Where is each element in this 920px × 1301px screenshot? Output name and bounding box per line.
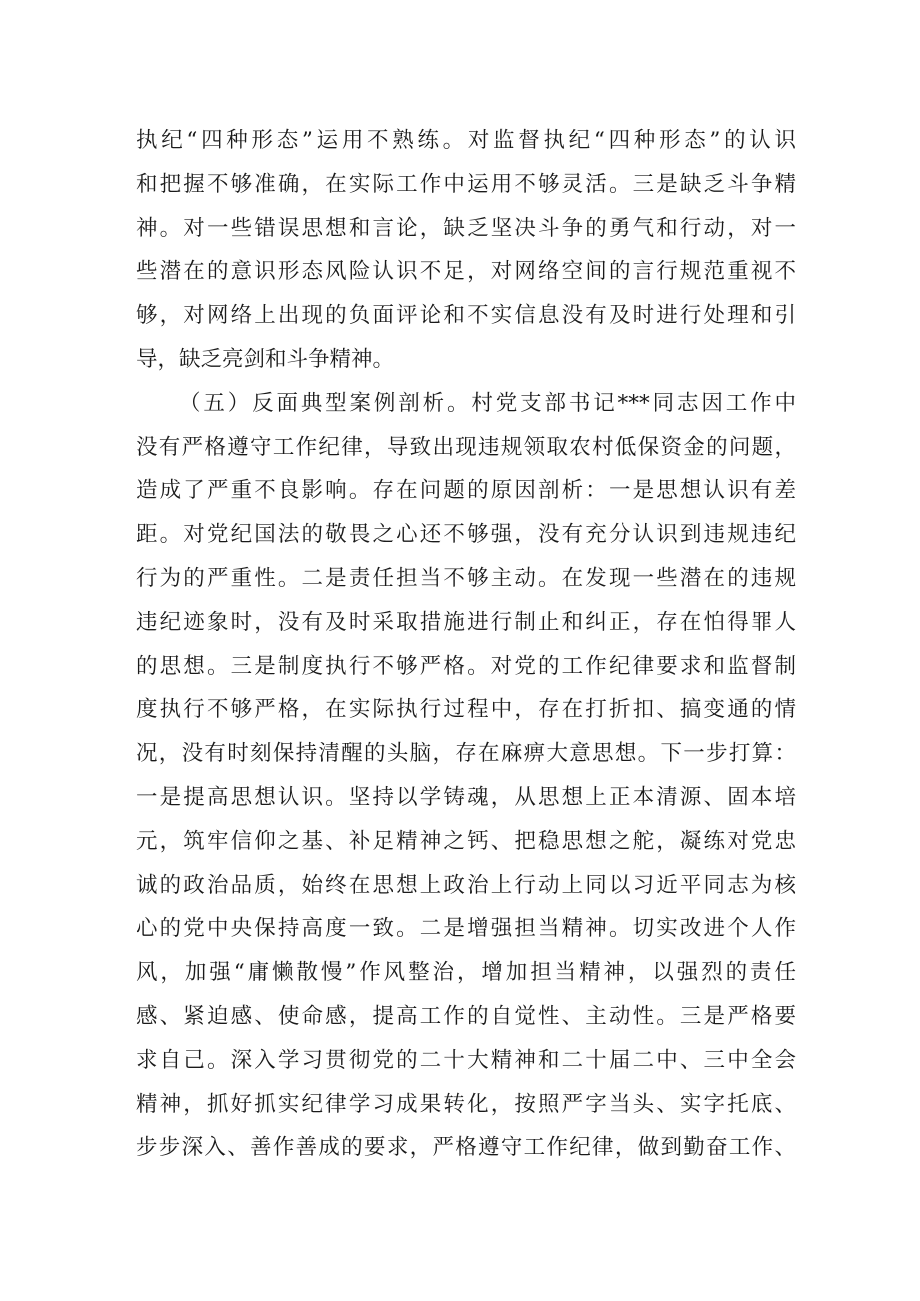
- paragraph-discipline-issues: [136, 119, 796, 382]
- text-line: 元，筑牢信仰之基、补足精神之钙、把稳思想之舵，凝练对党忠: [136, 828, 796, 854]
- document-body: [136, 119, 796, 1170]
- text-line: 神。对一些错误思想和言论，缺乏坚决斗争的勇气和行动，对一: [136, 215, 796, 241]
- text-line: 距。对党纪国法的敬畏之心还不够强，没有充分认识到违规违纪: [136, 522, 796, 548]
- text-line: 精神，抓好抓实纪律学习成果转化，按照严字当头、实字托底、: [136, 1091, 796, 1117]
- text-line: 的思想。三是制度执行不够严格。对党的工作纪律要求和监督制: [136, 653, 796, 679]
- text-line: 风，加强“庸懒散慢”作风整治，增加担当精神，以强烈的责任: [136, 960, 796, 986]
- text-line: 况，没有时刻保持清醒的头脑，存在麻痹大意思想。下一步打算：: [136, 741, 796, 767]
- text-line: 一是提高思想认识。坚持以学铸魂，从思想上正本清源、固本培: [136, 784, 796, 810]
- text-line: 造成了严重不良影响。存在问题的原因剖析：一是思想认识有差: [136, 478, 796, 504]
- text-line: 行为的严重性。二是责任担当不够主动。在发现一些潜在的违规: [136, 565, 796, 591]
- text-line: 步步深入、善作善成的要求，严格遵守工作纪律，做到勤奋工作、: [136, 1135, 796, 1161]
- paragraph-case-analysis: [136, 382, 796, 1170]
- text-line: 够，对网络上出现的负面评论和不实信息没有及时进行处理和引: [136, 303, 796, 329]
- text-line: 违纪迹象时，没有及时采取措施进行制止和纠正，存在怕得罪人: [136, 609, 796, 635]
- text-line: 和把握不够准确，在实际工作中运用不够灵活。三是缺乏斗争精: [136, 171, 796, 197]
- text-line: 度执行不够严格，在实际执行过程中，存在打折扣、搞变通的情: [136, 697, 796, 723]
- text-line: 些潜在的意识形态风险认识不足，对网络空间的言行规范重视不: [136, 259, 796, 285]
- text-line: 感、紧迫感、使命感，提高工作的自觉性、主动性。三是严格要: [136, 1003, 796, 1029]
- text-line: 求自己。深入学习贯彻党的二十大精神和二十届二中、三中全会: [136, 1047, 796, 1073]
- text-line: 执纪“四种形态”运用不熟练。对监督执纪“四种形态”的认识: [136, 128, 796, 153]
- text-line: 没有严格遵守工作纪律，导致出现违规领取农村低保资金的问题，: [136, 434, 796, 460]
- text-line: 导，缺乏亮剑和斗争精神。: [136, 346, 395, 372]
- section-heading-line: （五）反面典型案例剖析。村党支部书记***同志因工作中: [179, 390, 796, 416]
- text-line: 心的党中央保持高度一致。二是增强担当精神。切实改进个人作: [136, 916, 796, 942]
- text-line: 诚的政治品质，始终在思想上政治上行动上同以习近平同志为核: [136, 872, 796, 898]
